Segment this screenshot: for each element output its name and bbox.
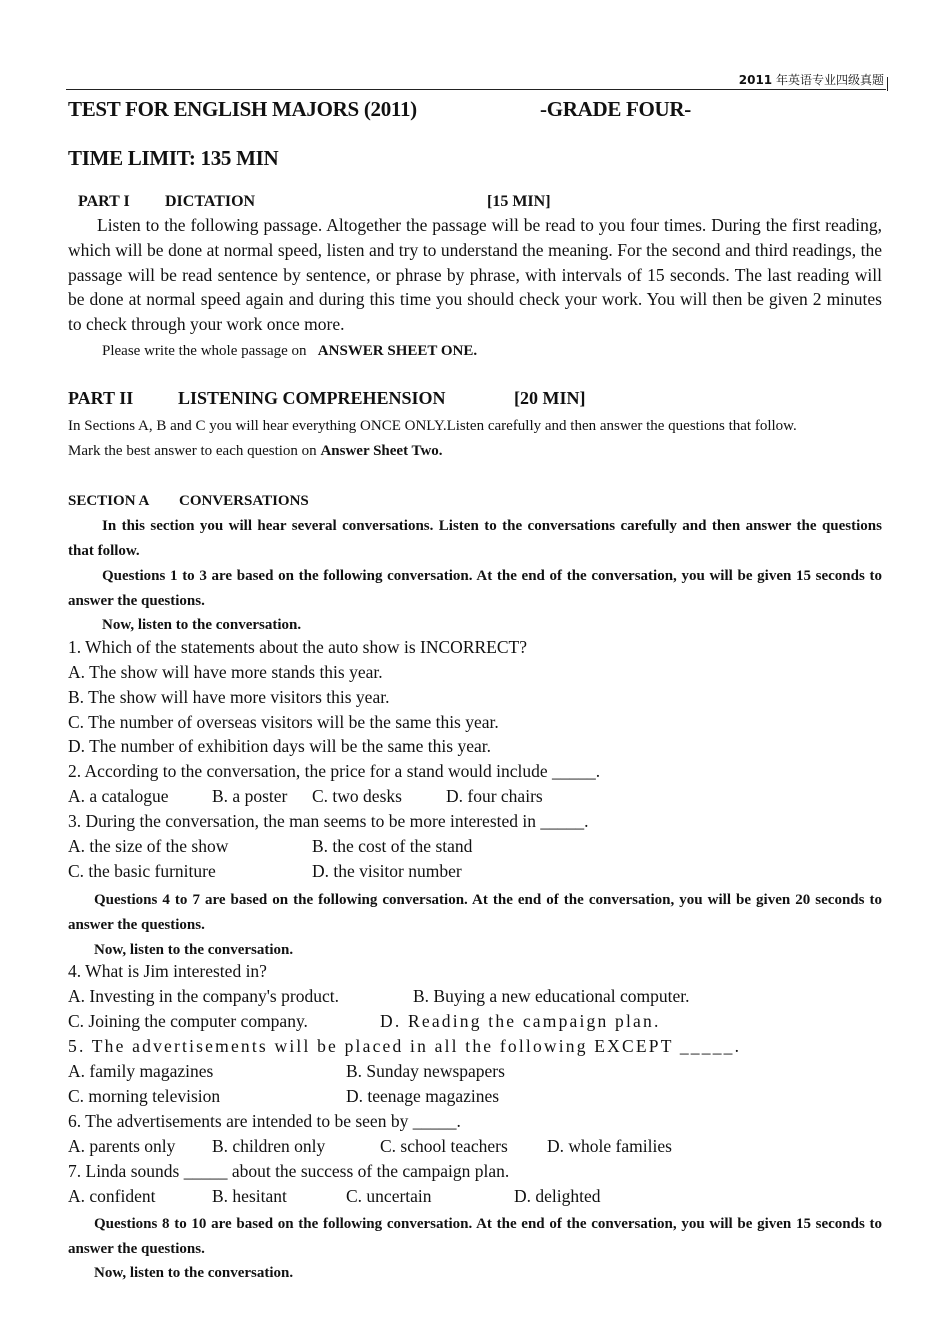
q7-option-c: C. uncertain [346,1186,432,1206]
q7-option-a: A. confident [68,1186,156,1206]
q5-option-c: C. morning television [68,1086,221,1106]
part2-label: PART II [68,388,134,408]
question-3: 3. During the conversation, the man seems to be more interested in _____. [68,811,589,831]
part1-time: [15 MIN] [487,193,551,210]
q2-option-c: C. two desks [312,786,402,806]
group3-now: Now, listen to the conversation. [94,1265,294,1281]
test-title: TEST FOR ENGLISH MAJORS (2011) [68,97,417,121]
question-1: 1. Which of the statements about the auto show is INCORRECT? [68,637,527,657]
mark-note-prefix: Mark the best answer to each question on [68,443,317,459]
q7-option-b: B. hesitant [212,1186,287,1206]
group1-instructions: Questions 1 to 3 are based on the following conversation. At the end of the conversation, you will be given 15 seconds to answer the questions. [68,568,882,609]
group3-instructions: Questions 8 to 10 are based on the following conversation. At the end of the conversation, you will be given 15 seconds to answer the questions. [68,1216,882,1257]
page-header [66,69,886,90]
q3-option-b: B. the cost of the stand [312,836,473,856]
q1-option-a: A. The show will have more stands this year. [68,662,383,682]
q4-option-b: B. Buying a new educational computer. [413,986,690,1006]
section-a-name: CONVERSATIONS [179,493,309,509]
q6-option-b: B. children only [212,1136,326,1156]
q1-option-d: D. The number of exhibition days will be the same this year. [68,736,491,756]
section-a-instructions: In this section you will hear several conversations. Listen to the conversations carefully and then answer the questions that follow. [68,518,882,559]
q2-option-d: D. four chairs [446,786,543,806]
q1-option-b: B. The show will have more visitors this year. [68,687,390,707]
group1-now: Now, listen to the conversation. [102,617,302,633]
question-4: 4. What is Jim interested in? [68,961,267,981]
part1-write-note [102,343,477,360]
part2-name: LISTENING COMPREHENSION [178,388,446,408]
question-6: 6. The advertisements are intended to be seen by _____. [68,1111,461,1131]
write-note-sheet: ANSWER SHEET ONE. [317,343,478,359]
group2-now: Now, listen to the conversation. [94,942,294,958]
header-title [739,71,884,88]
mark-note-sheet: Answer Sheet Two. [320,443,443,459]
q3-option-a: A. the size of the show [68,836,229,856]
q4-option-c: C. Joining the computer company. [68,1011,308,1031]
q6-option-d: D. whole families [547,1136,672,1156]
write-note-prefix: Please write the whole passage on [102,343,307,359]
q3-option-c: C. the basic furniture [68,861,216,881]
part1-label: PART I [78,193,130,210]
section-a-label: SECTION A [68,493,150,509]
group2-instructions: Questions 4 to 7 are based on the following conversation. At the end of the conversation, you will be given 20 seconds to answer the questions. [68,892,882,933]
q3-option-d: D. the visitor number [312,861,462,881]
part2-mark-note [68,439,443,464]
q7-option-d: D. delighted [514,1186,601,1206]
part1-instructions: Listen to the following passage. Altogether the passage will be read to you four times. During the first reading, which will be done at normal speed, listen and try to understand the meaning. For the second and third readings, the passage will be read sentence by sentence, or phrase by phrase, with intervals of 15 seconds. The last reading will be done at normal speed again and during this time you should check your work. You will then be given 2 minutes to check through your work once more. [68,215,882,335]
q5-option-a: A. family magazines [68,1061,214,1081]
q5-option-d: D. teenage magazines [346,1086,500,1106]
time-limit: TIME LIMIT: 135 MIN [68,146,279,170]
q4-option-a: A. Investing in the company's product. [68,986,339,1006]
part2-time: [20 MIN] [514,388,586,408]
q2-option-b: B. a poster [212,786,288,806]
question-2: 2. According to the conversation, the price for a stand would include _____. [68,761,601,781]
question-7: 7. Linda sounds _____ about the success of the campaign plan. [68,1161,510,1181]
part2-instructions: In Sections A, B and C you will hear everything ONCE ONLY.Listen carefully and then answer the questions that follow. [68,418,797,434]
part1-name: DICTATION [165,193,256,210]
question-5: 5. The advertisements will be placed in all the following EXCEPT _____. [68,1036,742,1056]
header-year: 2011 [738,73,773,87]
header-label: 年英语专业四级真题 [775,73,884,87]
header-rule-tick [887,77,888,91]
q2-option-a: A. a catalogue [68,786,169,806]
q6-option-c: C. school teachers [380,1136,508,1156]
q6-option-a: A. parents only [68,1136,176,1156]
q5-option-b: B. Sunday newspapers [346,1061,505,1081]
q4-option-d: D. Reading the campaign plan. [380,1011,661,1031]
q1-option-c: C. The number of overseas visitors will be the same this year. [68,712,499,732]
grade-label: -GRADE FOUR- [540,97,691,121]
